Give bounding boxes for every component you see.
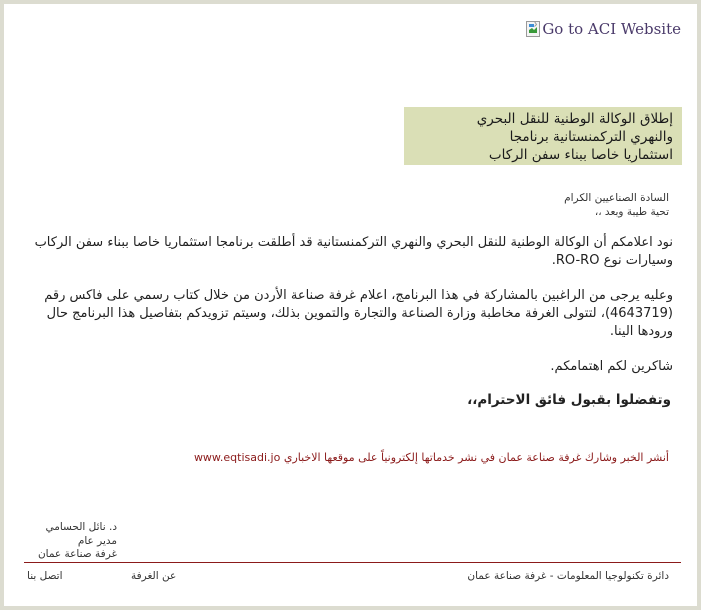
headline-line-2: والنهري التركمنستانية برنامجا — [509, 129, 673, 145]
aci-website-link[interactable] — [526, 20, 681, 38]
footer-department: دائرة تكنولوجيا المعلومات - غرفة صناعة عمان — [467, 570, 669, 582]
body-paragraph-1: نود اعلامكم أن الوكالة الوطنية للنقل البحري والنهري التركمنستانية قد أطلقت برنامجا استثماريا خاصا ببناء سفن الركاب وسيارات نوع RO-RO. — [34, 235, 673, 268]
signature-title: مدير عام — [77, 534, 117, 547]
salutation-line-2: تحية طيبة وبعد ،، — [594, 206, 669, 218]
signature-org: غرفة صناعة عمان — [37, 548, 117, 560]
footer-contact-link[interactable]: اتصل بنا — [27, 570, 63, 582]
headline — [477, 110, 673, 164]
promo-text: أنشر الخبر وشارك غرفة صناعة عمان في نشر خدماتها إلكترونياً على موقعها الاخباري — [283, 451, 669, 464]
closing-line: وتفضلوا بقبول فائق الاحترام،، — [467, 392, 671, 408]
promo-line — [194, 451, 669, 464]
footer-divider — [24, 562, 681, 563]
thanks-line: شاكرين لكم اهتمامكم. — [550, 359, 673, 374]
eqtisadi-link[interactable]: www.eqtisadi.jo — [193, 451, 281, 464]
footer-about-link[interactable]: عن الغرفة — [131, 570, 177, 582]
broken-image-icon — [526, 21, 540, 37]
headline-line-1: إطلاق الوكالة الوطنية للنقل البحري — [476, 111, 673, 127]
signature-block — [38, 521, 117, 562]
headline-line-3: استثماريا خاصا ببناء سفن الركاب — [488, 147, 673, 163]
body-paragraph-2: وعليه يرجى من الراغبين بالمشاركة في هذا البرنامج، اعلام غرفة صناعة الأردن من خلال كتاب رسمي على فاكس رقم (4643719)، لتتولى الغرفة مخاطبة وزارة الصناعة والتجارة والتموين بذلك، وسيتم تزويدكم بتفاصيل هذا البرنامج حال ورودها الينا. — [44, 288, 673, 339]
salutation-line-1: السادة الصناعيين الكرام — [564, 192, 669, 204]
salutation — [564, 191, 669, 219]
signature-name: د. نائل الحسامي — [45, 521, 117, 533]
aci-logo-alt-text: Go to ACI Website — [542, 20, 681, 38]
